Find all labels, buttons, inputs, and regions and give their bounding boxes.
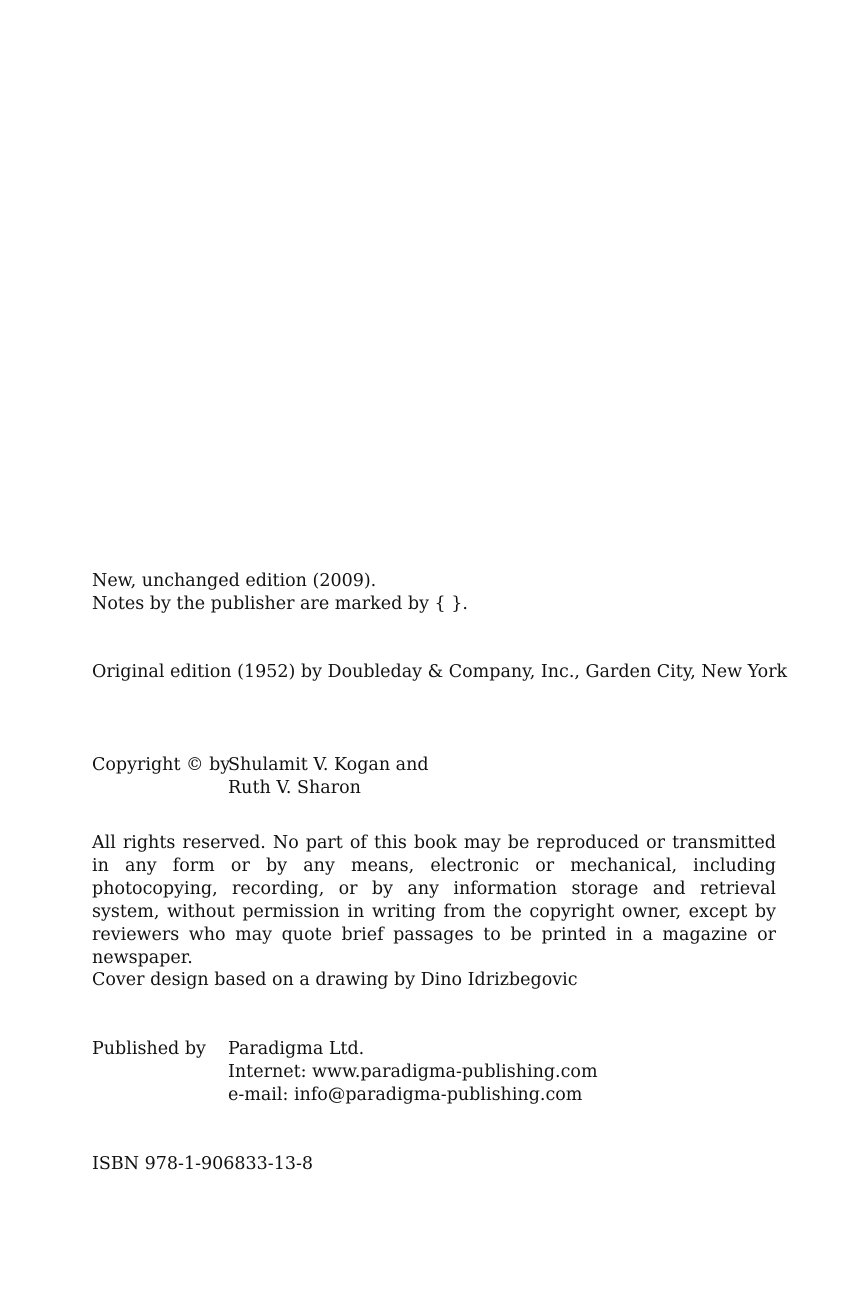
edition-line: New, unchanged edition (2009).: [92, 571, 377, 591]
copyright-row-2: [92, 777, 776, 800]
copyright-holder-1: Shulamit V. Kogan and: [228, 755, 429, 775]
isbn: [92, 1153, 776, 1176]
publisher-row-1: [92, 1038, 776, 1061]
copyright-row-1: [92, 754, 776, 777]
publisher-internet: Internet: www.paradigma-publishing.com: [228, 1062, 598, 1082]
publisher-email: e-mail: info@paradigma-publishing.com: [228, 1085, 583, 1105]
cover-design-text: Cover design based on a drawing by Dino Idrizbegovic: [92, 970, 578, 990]
copyright-notice: [92, 754, 776, 800]
isbn-text: ISBN 978-1-906833-13-8: [92, 1154, 314, 1174]
publisher-name: Paradigma Ltd.: [228, 1039, 365, 1059]
copyright-label-spacer: [92, 777, 228, 800]
publisher-label: Published by: [92, 1039, 206, 1059]
publisher-label-spacer: [92, 1084, 228, 1107]
publisher-info: [92, 1038, 776, 1107]
publisher-row-2: [92, 1061, 776, 1084]
cover-design-credit: [92, 969, 776, 992]
publisher-label-spacer: [92, 1061, 228, 1084]
publisher-notes-line: Notes by the publisher are marked by { }.: [92, 594, 468, 614]
publisher-row-3: [92, 1084, 776, 1107]
copyright-label: Copyright © by: [92, 755, 231, 775]
copyright-holder-2: Ruth V. Sharon: [228, 778, 361, 798]
original-edition: [92, 661, 788, 684]
rights-reserved-paragraph: All rights reserved. No part of this book may be reproduced or transmitted in any form or by any means, electronic or mechanical, including photocopying, recording, or by any information storage and retrieval system, without permission in writing from the copyright owner, except by reviewers who may quote brief passages to be printed in a magazine or newspaper.: [92, 833, 776, 968]
original-edition-text: Original edition (1952) by Doubleday & Company, Inc., Garden City, New York: [92, 662, 788, 682]
edition-notice: [92, 570, 776, 616]
